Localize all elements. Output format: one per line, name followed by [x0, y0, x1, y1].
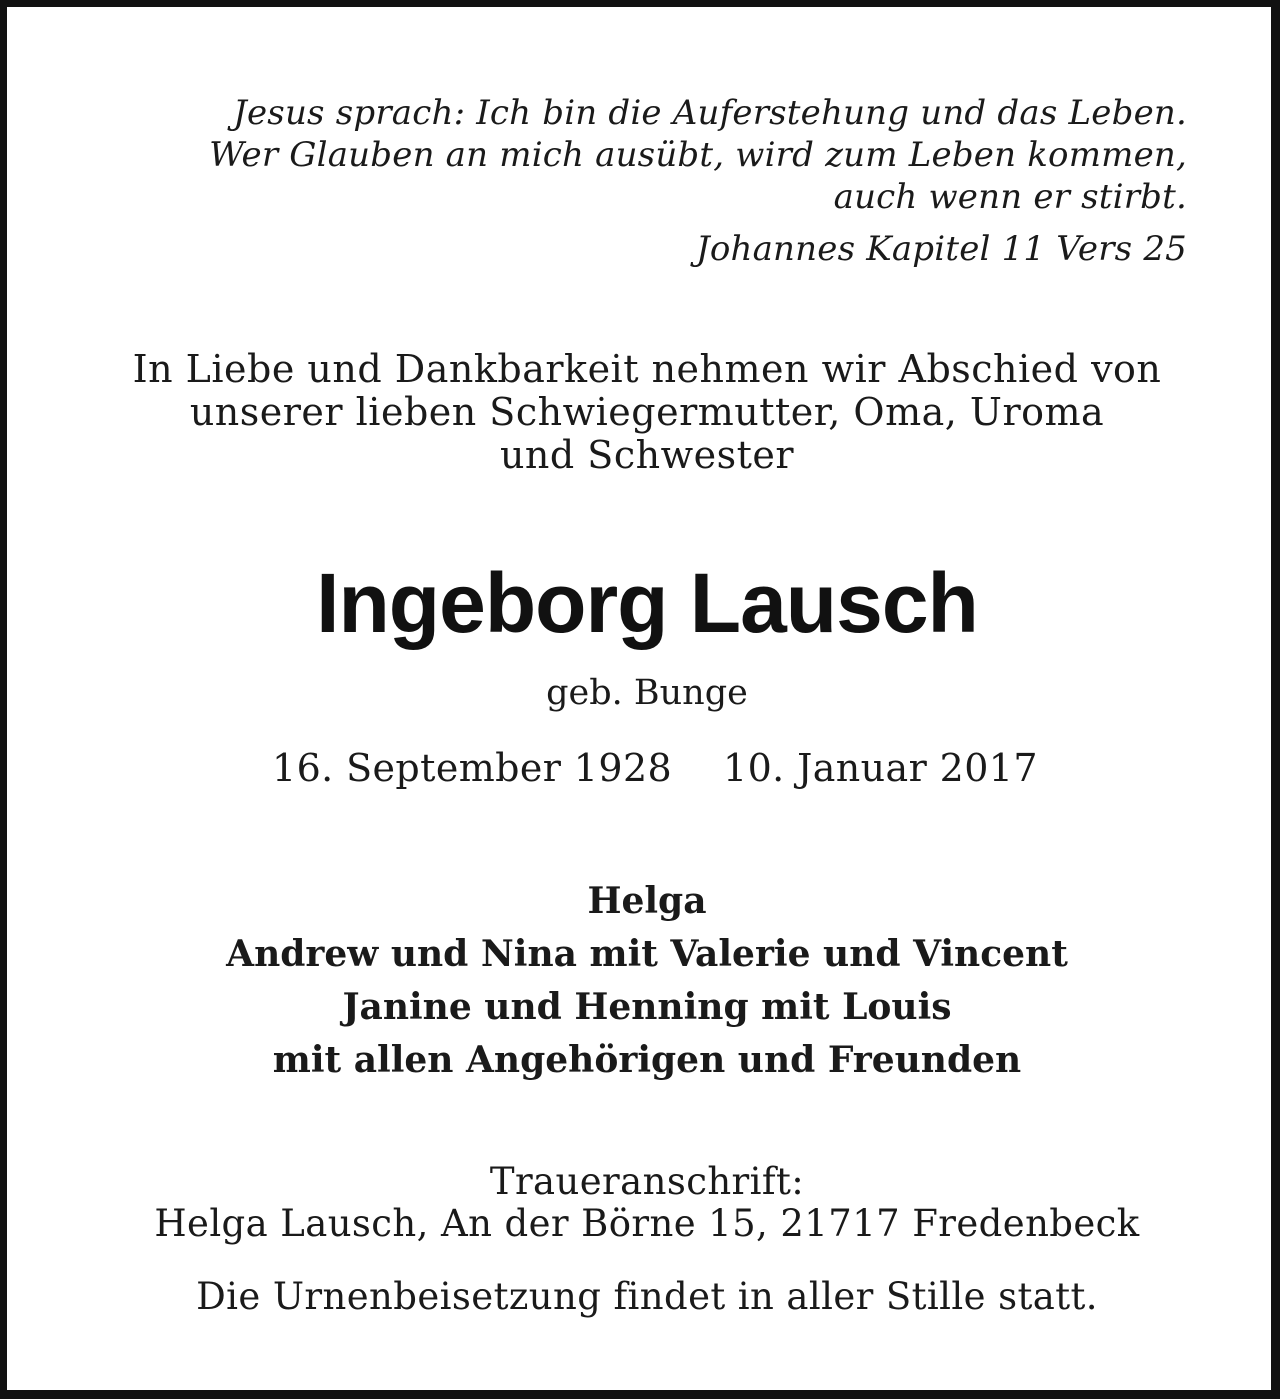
intro-line: unserer lieben Schwiegermutter, Oma, Uroma	[189, 390, 1105, 434]
mourner-line: Helga	[587, 880, 707, 922]
mourner-line: mit allen Angehörigen und Freunden	[272, 1039, 1022, 1081]
verse-line: auch wenn er stirbt.	[833, 177, 1187, 217]
verse-reference: Johannes Kapitel 11 Vers 25	[695, 229, 1187, 269]
burial-note: Die Urnenbeisetzung findet in aller Stille statt.	[196, 1275, 1098, 1318]
maiden-name: geb. Bunge	[546, 673, 748, 713]
mourner-line: Janine und Henning mit Louis	[342, 986, 952, 1028]
verse-line: Wer Glauben an mich ausübt, wird zum Leben kommen,	[209, 135, 1187, 175]
mourner-line: Andrew und Nina mit Valerie und Vincent	[226, 933, 1068, 975]
intro-line: und Schwester	[499, 433, 795, 477]
address-value: Helga Lausch, An der Börne 15, 21717 Fredenbeck	[154, 1202, 1140, 1245]
address-label: Traueranschrift:	[489, 1160, 805, 1203]
verse-line: Jesus sprach: Ich bin die Auferstehung und das Leben.	[233, 93, 1187, 133]
intro-line: In Liebe und Dankbarkeit nehmen wir Abschied von	[132, 347, 1162, 391]
deceased-name: Ingeborg Lausch	[316, 556, 978, 650]
birth-date: 16. September 1928	[272, 746, 673, 790]
death-date: 10. Januar 2017	[723, 746, 1038, 790]
